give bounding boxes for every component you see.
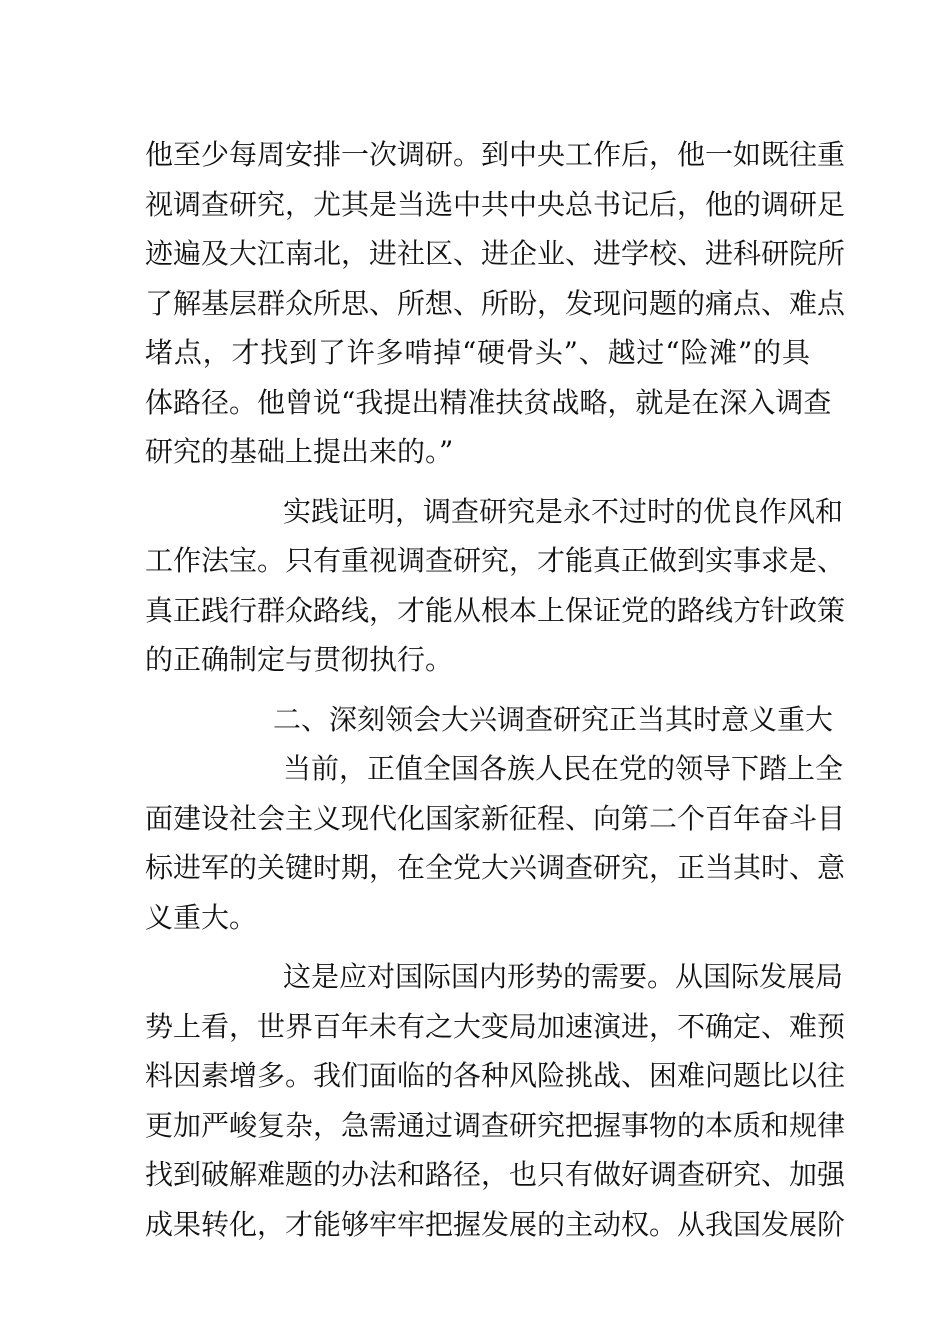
text-line: 成果转化，才能够牢牢把握发展的主动权。从我国发展阶 [145,1207,846,1241]
text-line: 迹遍及大江南北，进社区、进企业、进学校、进科研院所 [145,237,846,270]
text-line: 当前，正值全国各族人民在党的领导下踏上全 [283,752,844,785]
paragraph-3 [145,744,846,942]
paragraph-2 [145,487,846,685]
text-line: 真正践行群众路线，才能从根本上保证党的路线方针政策 [145,593,846,627]
text-line: 找到破解难题的办法和路径，也只有做好调查研究、加强 [145,1158,846,1191]
paragraph-spacer [145,477,810,487]
text-line: 研究的基础上提出来的。” [145,435,454,468]
text-line: 堵点，才找到了许多啃掉“硬骨头”、越过“险滩”的具 [145,336,810,369]
text-line: 标进军的关键时期，在全党大兴调查研究，正当其时、意 [145,851,846,884]
text-line: 料因素增多。我们面临的各种风险挑战、困难问题比以往 [145,1059,846,1092]
document-body [145,130,846,1249]
text-line: 视调查研究，尤其是当选中共中央总书记后，他的调研足 [145,187,846,221]
heading-line: 二、深刻领会大兴调查研究正当其时意义重大 [273,702,834,736]
text-line: 的正确制定与贯彻执行。 [145,643,454,676]
paragraph-spacer [145,685,810,695]
paragraph-1 [145,130,846,477]
text-line: 体路径。他曾说“我提出精准扶贫战略，就是在深入调查 [145,385,832,419]
text-line: 实践证明，调查研究是永不过时的优良作风和 [283,494,844,528]
text-line: 工作法宝。只有重视调查研究，才能真正做到实事求是、 [145,544,846,577]
text-line: 了解基层群众所思、所想、所盼，发现问题的痛点、难点 [145,286,846,320]
paragraph-spacer [145,942,810,952]
text-line: 势上看，世界百年未有之大变局加速演进，不确定、难预 [145,1009,846,1043]
text-line: 他至少每周安排一次调研。到中央工作后，他一如既往重 [145,138,846,171]
text-line: 更加严峻复杂，急需通过调查研究把握事物的本质和规律 [145,1108,846,1142]
text-line: 这是应对国际国内形势的需要。从国际发展局 [283,960,844,993]
text-line: 义重大。 [145,900,258,934]
section-heading [145,695,834,745]
paragraph-4 [145,952,846,1249]
text-line: 面建设社会主义现代化国家新征程、向第二个百年奋斗目 [145,801,846,835]
